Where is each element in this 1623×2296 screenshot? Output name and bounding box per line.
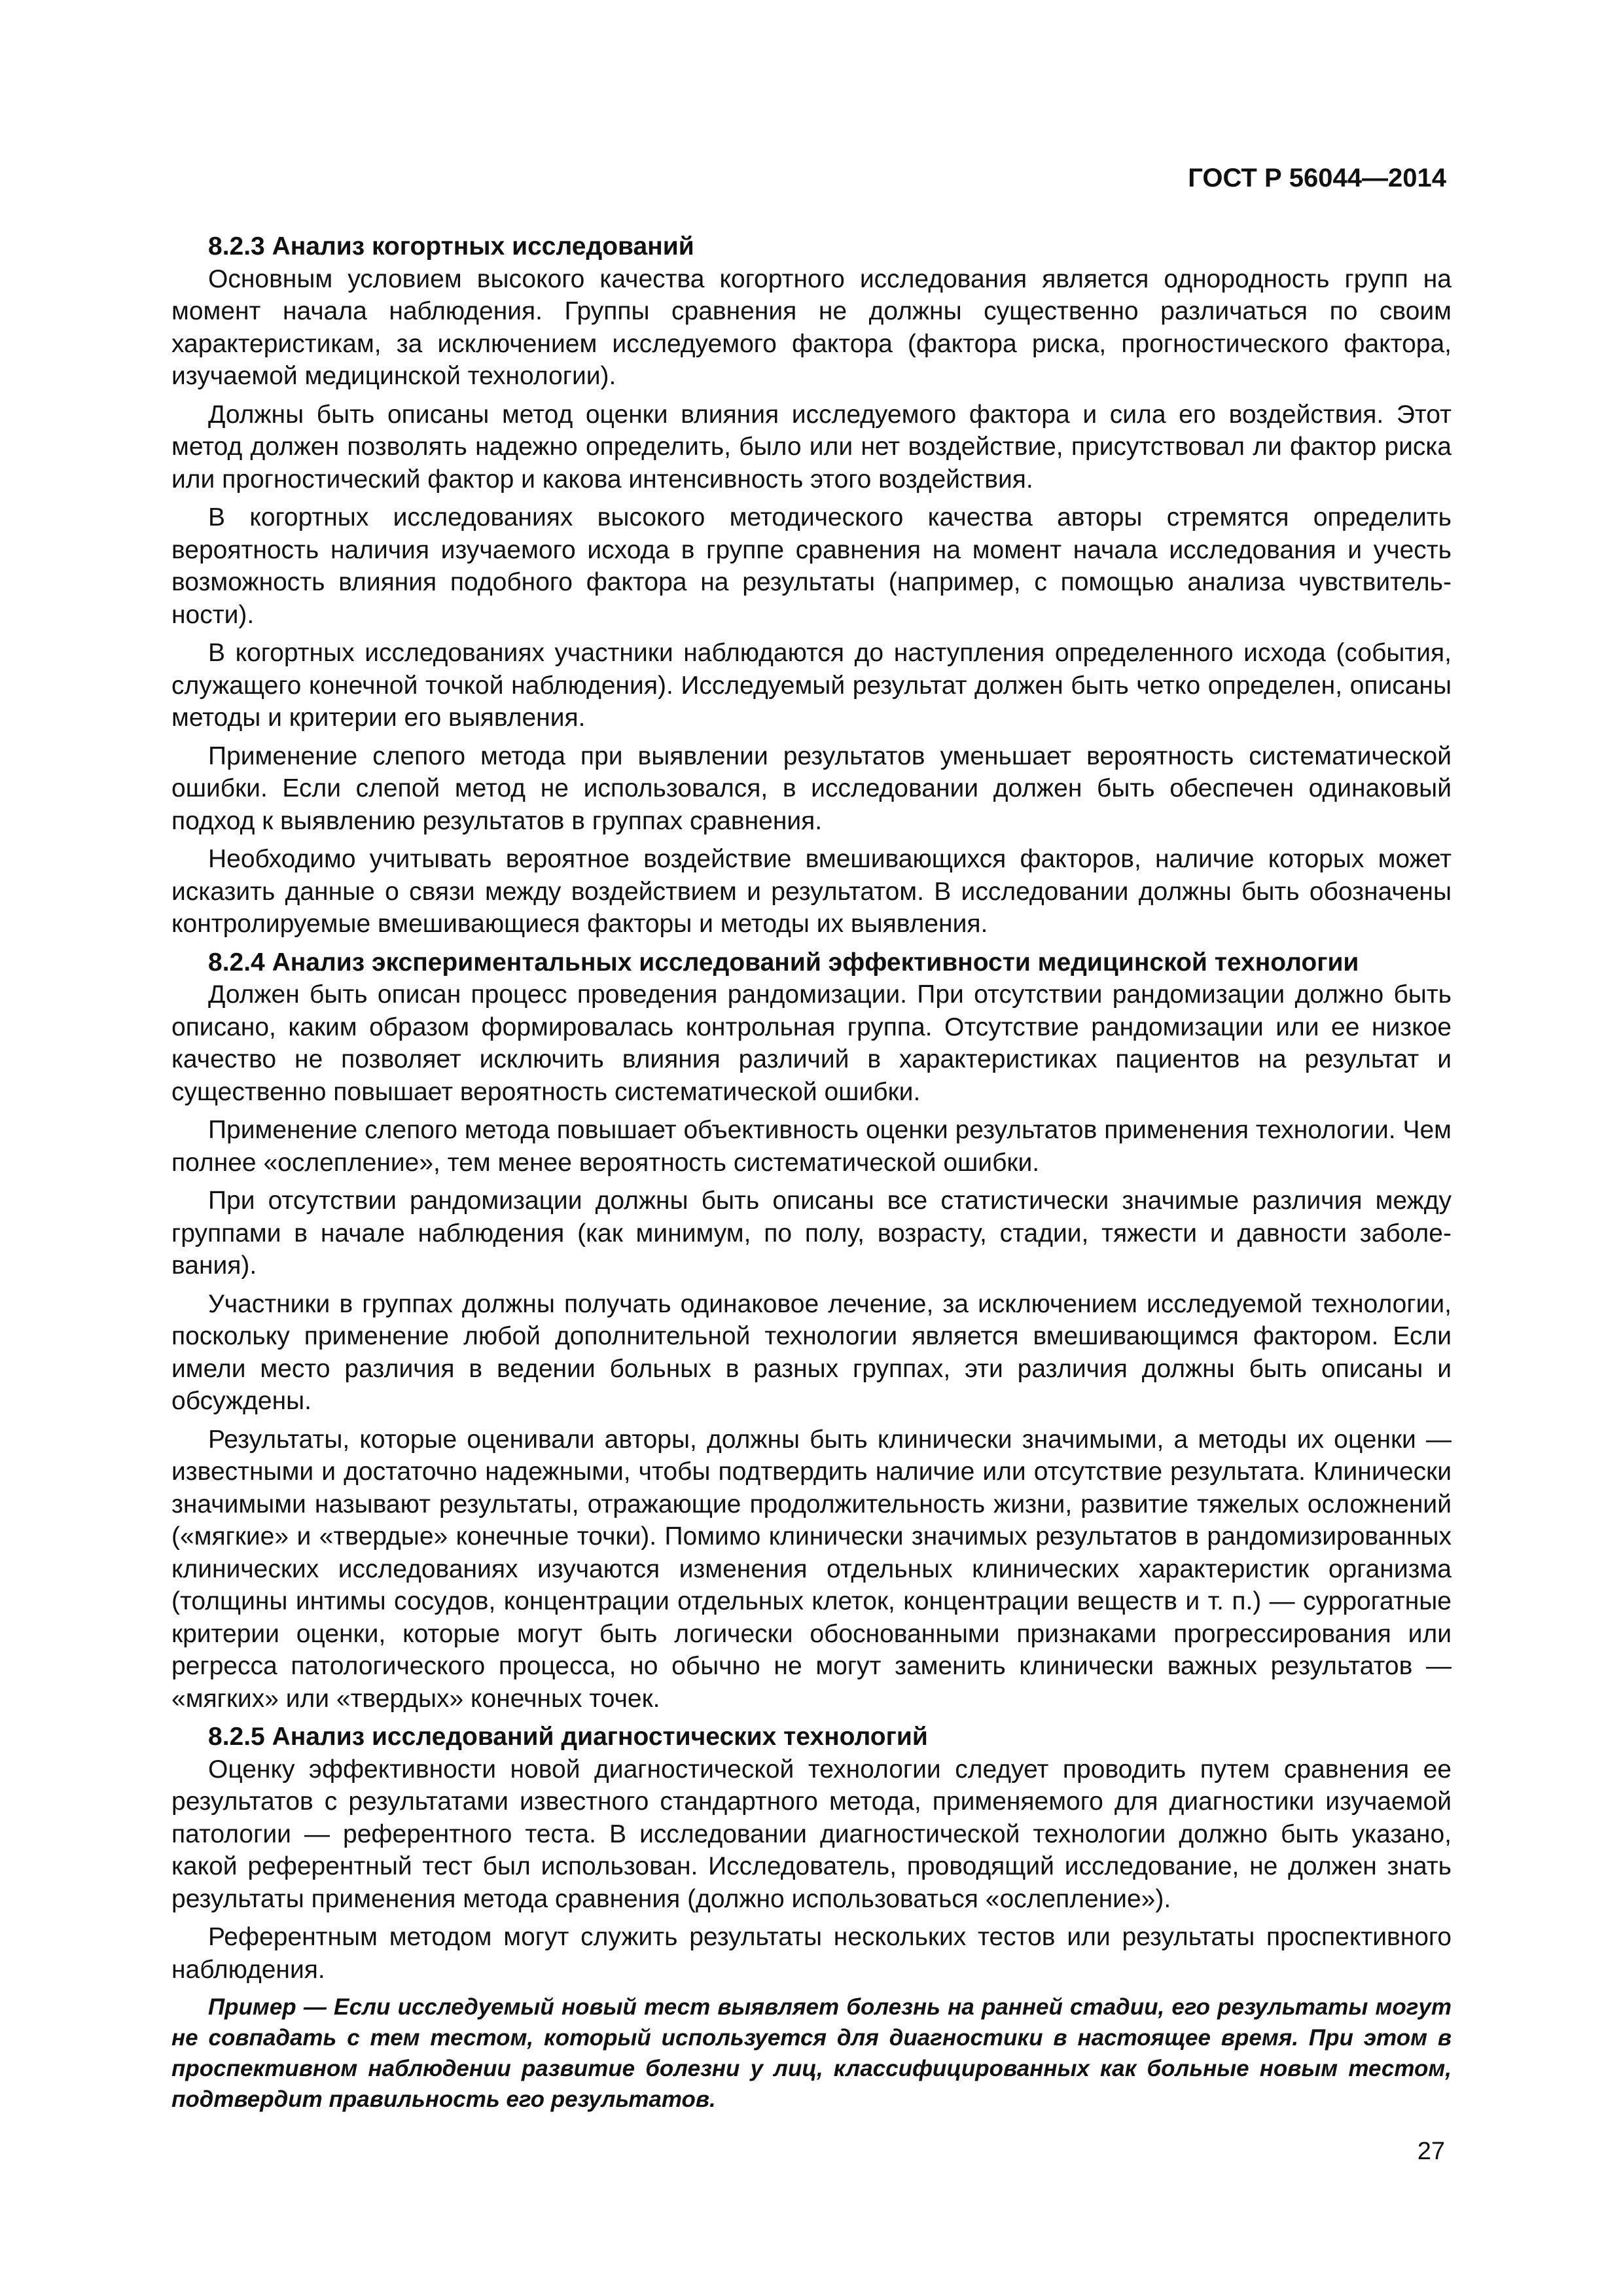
paragraph: В когортных исследованиях участники наблюдаются до наступления определенного исхода (события, служащего конечной точкой наблюдения). Исследуемый результат должен быть четко определен, описаны методы и критерии его выявления. xyxy=(171,639,1452,732)
paragraph: Должны быть описаны метод оценки влияния исследуемого фактора и сила его воздействия. Этот метод должен позволять надежно определить, было или нет воздействие, присутствовал ли фактор риска или прогностический фактор и какова интенсивность этого воздействия. xyxy=(171,400,1452,493)
paragraph: При отсутствии рандомизации должны быть описаны все статистически значимые различия между группами в начале наблюдения (как минимум, по полу, возрасту, стадии, тяжести и давности заболевания). xyxy=(171,1187,1452,1280)
document-body xyxy=(171,230,1452,2121)
document-code: ГОСТ Р 56044—2014 xyxy=(1188,164,1446,192)
paragraph: Референтным методом могут служить результаты нескольких тестов или результаты проспективного наблюдения. xyxy=(171,1923,1452,1984)
paragraph: В когортных исследованиях высокого методического качества авторы стремятся определить вероятность наличия изучаемого исхода в группе сравнения на момент начала исследования и учесть возможность влияния подобного фактора на результаты (например, с помощью анализа чувствительности). xyxy=(171,503,1452,629)
paragraph: Результаты, которые оценивали авторы, должны быть клинически значимыми, а методы их оценки — известными и достаточно надежными, чтобы подтвердить наличие или отсутствие результата. Клинически значимыми называют результаты, отражающие продолжительность жизни, развитие тяжелых осложнений («мягкие» и «твердые» конечные точки). Помимо клинически значимых результатов в рандомизированных клинических исследованиях изучаются изменения отдельных клинических характеристик организма (толщины интимы сосудов, концентрации отдельных клеток, концентрации веществ и т. п.) — суррогатные критерии оценки, которые могут быть логически обоснованными признаками прогрессирования или регресса патологического процесса, но обычно не могут заменить клинически важных результатов — «мягких» или «твердых» конечных точек. xyxy=(171,1425,1452,1713)
example-note: Пример — Если исследуемый новый тест выявляет болезнь на ранней стадии, его результаты могут не совпадать с тем тестом, который используется для диагностики в настоящее время. При этом в проспективном наблюдении развитие болезни у лиц, классифицированных как больные новым тестом, подтвердит правильность его результатов. xyxy=(171,1994,1452,2112)
paragraph: Применение слепого метода при выявлении результатов уменьшает вероятность систематической ошибки. Если слепой метод не использовался, в исследовании должен быть обеспечен одинаковый подход к выявлению результатов в группах сравнения. xyxy=(171,742,1452,835)
paragraph: Участники в группах должны получать одинаковое лечение, за исключением исследуемой технологии, поскольку применение любой дополнительной технологии является вмешивающимся фактором. Если имели место различия в ведении больных в разных группах, эти различия должны быть описаны и обсуждены. xyxy=(171,1289,1452,1415)
page-number: 27 xyxy=(1417,2138,1445,2165)
section-heading-8-2-3: 8.2.3 Анализ когортных исследований xyxy=(208,232,694,260)
paragraph: Необходимо учитывать вероятное воздействие вмешивающихся факторов, наличие которых может исказить данные о связи между воздействием и результатом. В исследовании должны быть обозначены контролируемые вмешивающиеся факторы и методы их выявления. xyxy=(171,845,1452,938)
section-heading-8-2-5: 8.2.5 Анализ исследований диагностических технологий xyxy=(208,1723,928,1751)
paragraph: Оценку эффективности новой диагностической технологии следует проводить путем сравнения ее результатов с результатами известного стандартного метода, применяемого для диагностики изучаемой патологии — референтного теста. В исследовании диагностической технологии должно быть указано, какой референтный тест был использован. Исследователь, проводящий исследование, не должен знать результаты применения метода сравнения (должно использоваться «ослепление»). xyxy=(171,1755,1452,1913)
paragraph: Должен быть описан процесс проведения рандомизации. При отсутствии рандомизации должно быть описано, каким образом формировалась контрольная группа. Отсутствие рандомизации или ее низкое качество не позволяет исключить влияния различий в характеристиках пациентов на результат и существенно повышает вероятность систематической ошибки. xyxy=(171,980,1452,1106)
paragraph: Применение слепого метода повышает объективность оценки результатов применения технологии. Чем полнее «ослепление», тем менее вероятность систематической ошибки. xyxy=(171,1116,1452,1177)
section-heading-8-2-4: 8.2.4 Анализ экспериментальных исследований эффективности медицинской технологии xyxy=(208,948,1359,977)
paragraph: Основным условием высокого качества когортного исследования является однородность групп на момент начала наблюдения. Группы сравнения не должны существенно различаться по своим характеристикам, за исключением исследуемого фактора (фактора риска, прогностического фактора, изучаемой медицинской технологии). xyxy=(171,264,1452,390)
